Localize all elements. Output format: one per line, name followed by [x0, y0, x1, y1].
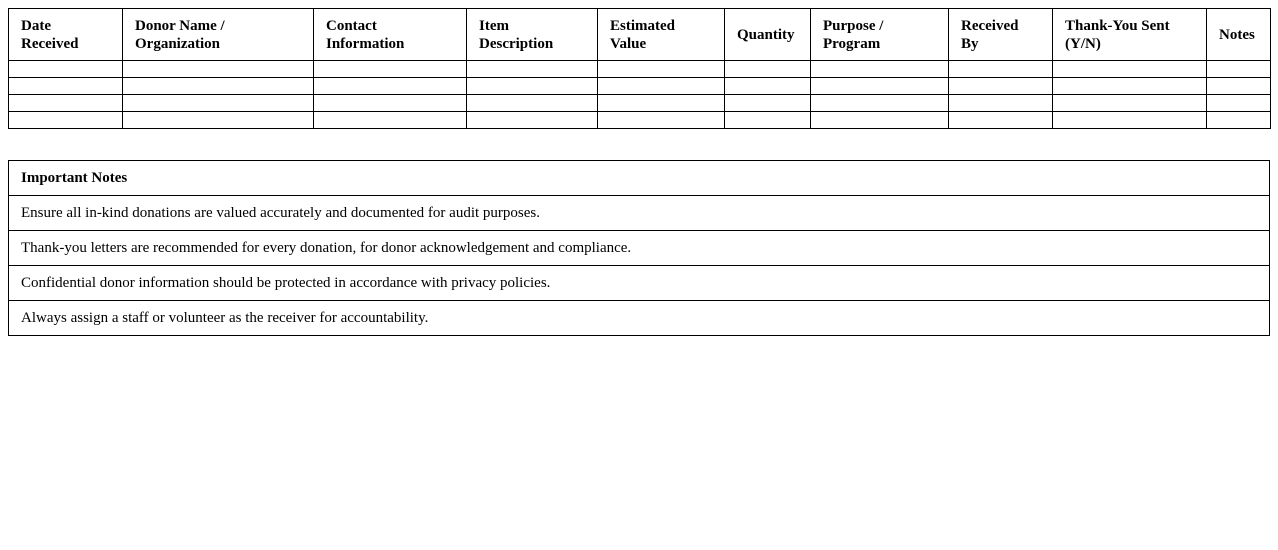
table-cell[interactable] — [9, 95, 123, 112]
table-cell[interactable] — [598, 78, 725, 95]
table-cell[interactable] — [1053, 112, 1207, 129]
table-cell[interactable] — [467, 112, 598, 129]
table-cell[interactable] — [467, 78, 598, 95]
notes-title: Important Notes — [9, 161, 1270, 196]
table-cell[interactable] — [467, 95, 598, 112]
table-row — [9, 112, 1271, 129]
table-cell[interactable] — [1207, 61, 1271, 78]
table-cell[interactable] — [725, 78, 811, 95]
table-cell[interactable] — [949, 95, 1053, 112]
table-cell[interactable] — [725, 95, 811, 112]
header-thank-you-sent: Thank-You Sent (Y/N) — [1053, 9, 1207, 61]
table-cell[interactable] — [314, 61, 467, 78]
table-cell[interactable] — [811, 78, 949, 95]
table-cell[interactable] — [1207, 112, 1271, 129]
table-cell[interactable] — [1207, 95, 1271, 112]
table-cell[interactable] — [811, 61, 949, 78]
table-cell[interactable] — [598, 95, 725, 112]
table-cell[interactable] — [314, 95, 467, 112]
note-item: Ensure all in-kind donations are valued accurately and documented for audit purposes. — [9, 196, 1270, 231]
header-donor-name: Donor Name / Organization — [123, 9, 314, 61]
table-cell[interactable] — [123, 61, 314, 78]
header-row — [9, 9, 1271, 61]
table-cell[interactable] — [9, 78, 123, 95]
table-row — [9, 61, 1271, 78]
table-row — [9, 78, 1271, 95]
table-row — [9, 95, 1271, 112]
table-cell[interactable] — [598, 112, 725, 129]
table-cell[interactable] — [811, 95, 949, 112]
table-cell[interactable] — [598, 61, 725, 78]
table-cell[interactable] — [467, 61, 598, 78]
note-item: Confidential donor information should be protected in accordance with privacy policies. — [9, 266, 1270, 301]
table-cell[interactable] — [1207, 78, 1271, 95]
header-estimated-value: Estimated Value — [598, 9, 725, 61]
table-cell[interactable] — [123, 112, 314, 129]
table-cell[interactable] — [123, 78, 314, 95]
header-quantity: Quantity — [725, 9, 811, 61]
note-row — [9, 196, 1270, 231]
note-row — [9, 266, 1270, 301]
donation-log-body — [9, 61, 1271, 129]
table-cell[interactable] — [314, 78, 467, 95]
note-item: Always assign a staff or volunteer as the receiver for accountability. — [9, 301, 1270, 336]
table-cell[interactable] — [811, 112, 949, 129]
header-item-description: Item Description — [467, 9, 598, 61]
note-item: Thank-you letters are recommended for every donation, for donor acknowledgement and compliance. — [9, 231, 1270, 266]
table-cell[interactable] — [949, 112, 1053, 129]
table-cell[interactable] — [1053, 61, 1207, 78]
important-notes-table — [8, 160, 1270, 336]
header-purpose-program: Purpose / Program — [811, 9, 949, 61]
header-received-by: Received By — [949, 9, 1053, 61]
note-row — [9, 301, 1270, 336]
table-cell[interactable] — [9, 61, 123, 78]
table-cell[interactable] — [314, 112, 467, 129]
table-cell[interactable] — [949, 61, 1053, 78]
table-cell[interactable] — [725, 112, 811, 129]
table-cell[interactable] — [725, 61, 811, 78]
table-cell[interactable] — [1053, 95, 1207, 112]
donation-log-table — [8, 8, 1271, 129]
table-cell[interactable] — [1053, 78, 1207, 95]
table-cell[interactable] — [949, 78, 1053, 95]
header-date-received: Date Received — [9, 9, 123, 61]
note-row — [9, 231, 1270, 266]
table-cell[interactable] — [9, 112, 123, 129]
table-cell[interactable] — [123, 95, 314, 112]
header-contact-information: Contact Information — [314, 9, 467, 61]
notes-title-row — [9, 161, 1270, 196]
header-notes: Notes — [1207, 9, 1271, 61]
